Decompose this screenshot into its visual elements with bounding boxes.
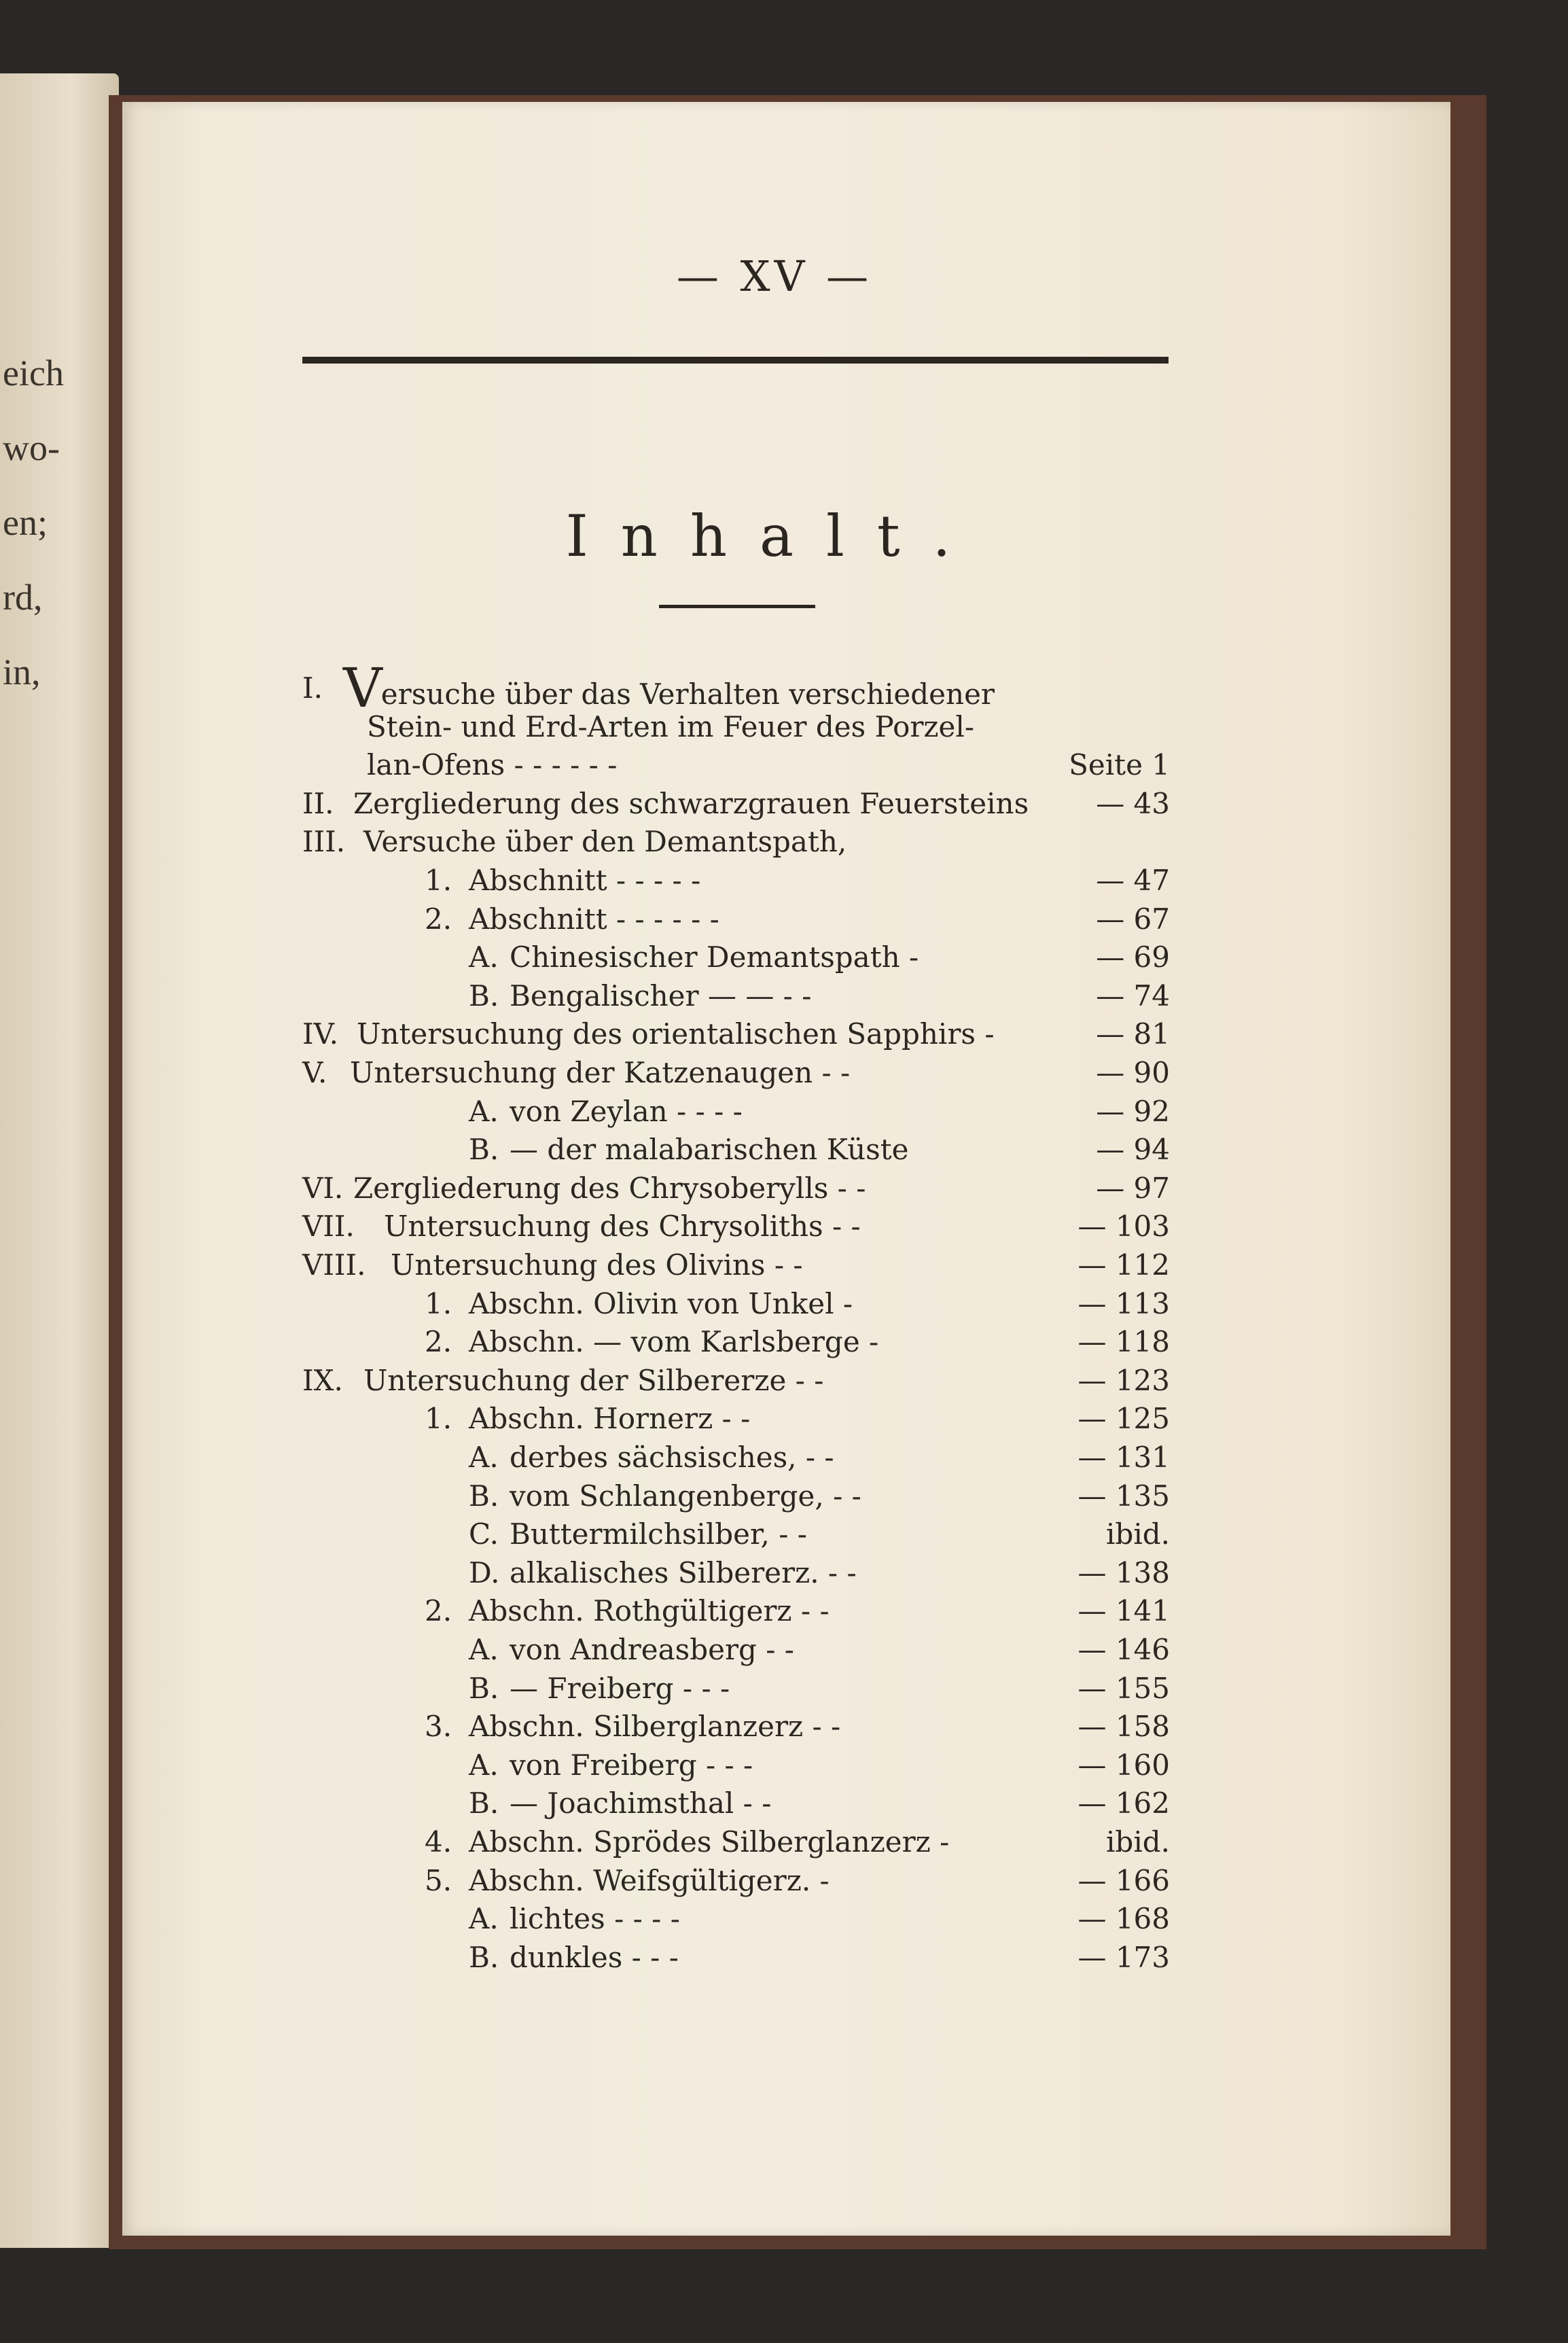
toc-entry-title: [510, 1670, 730, 1708]
toc-entry-page: — 168: [1077, 1902, 1170, 1936]
toc-entry-page: — 81: [1096, 1017, 1170, 1051]
toc-entry-text: Buttermilchsilber, - -: [510, 1517, 807, 1551]
toc-entry-page: — 141: [1077, 1594, 1170, 1628]
toc-entry-title: [350, 1054, 850, 1092]
toc-entry: [302, 900, 1170, 938]
toc-entry-number: V.: [302, 1056, 327, 1089]
toc-entry: [302, 1362, 1170, 1400]
toc-entry-page: — 173: [1077, 1940, 1170, 1974]
toc-entry-page: — 103: [1077, 1210, 1170, 1244]
toc-entry-number: A.: [469, 1748, 499, 1782]
toc-entry-number: 1.: [425, 1402, 452, 1436]
toc-entry-text: Bengalischer — — - -: [510, 979, 812, 1012]
toc-entry-text: — der malabarischen Küste: [510, 1133, 909, 1167]
toc-entry: [302, 1208, 1170, 1246]
toc-entry-number: A.: [469, 1441, 499, 1474]
toc-entry-page: ibid.: [1106, 1517, 1170, 1551]
toc-entry-title: [469, 1708, 840, 1746]
toc-entry-number: D.: [469, 1555, 500, 1589]
toc-entry-page: — 158: [1077, 1710, 1170, 1744]
toc-entry-text: Zergliederung des schwarzgrauen Feuersteins: [353, 786, 1029, 820]
left-page-fragment: eich: [3, 353, 64, 393]
toc-entry-page: — 67: [1096, 902, 1170, 936]
toc-entry-title: [357, 1015, 995, 1053]
left-page-fragment: wo-: [3, 427, 60, 468]
toc-entry-title: [353, 785, 1029, 823]
toc-entry-text: Versuche über den Demantspath,: [363, 825, 847, 859]
toc-entry-text: Zergliederung des Chrysoberylls - -: [353, 1171, 866, 1205]
toc-entry: [302, 656, 1170, 720]
toc-entry: [302, 1131, 1170, 1169]
toc-entry-number: A.: [469, 1902, 499, 1936]
toc-entry-text: Abschnitt - - - - -: [469, 864, 701, 897]
left-page-fragment: en;: [3, 502, 48, 543]
toc-entry: [302, 1323, 1170, 1361]
toc-entry: [302, 1939, 1170, 1977]
toc-entry-page: — 162: [1077, 1786, 1170, 1820]
toc-entry: [302, 1169, 1170, 1208]
toc-entry: [302, 977, 1170, 1015]
toc-entry-title: [469, 1323, 878, 1361]
toc-entry: [302, 746, 1170, 784]
header-rule: [302, 357, 1169, 364]
toc-entry-page: — 118: [1077, 1325, 1170, 1359]
toc-entry: [302, 1900, 1170, 1938]
toc-entry-text: vom Schlangenberge, - -: [510, 1479, 861, 1513]
toc-entry: [302, 1708, 1170, 1746]
toc-entry-text: von Andreasberg - -: [510, 1633, 794, 1666]
toc-entry-number: VIII.: [302, 1248, 366, 1282]
title-rule: [659, 605, 815, 608]
toc-entry-title: [469, 1823, 949, 1861]
toc-entry-number: 1.: [425, 864, 452, 897]
toc-entry-text: von Freiberg - - -: [510, 1748, 753, 1782]
left-page-edge: [0, 73, 119, 2248]
toc-entry: [302, 1246, 1170, 1284]
toc-entry: [302, 708, 1170, 746]
toc-entry-page: — 112: [1077, 1248, 1170, 1282]
toc-entry-page: — 138: [1077, 1555, 1170, 1589]
toc-entry-number: II.: [302, 786, 334, 820]
toc-entry-title: [391, 1246, 803, 1284]
toc-entry-title: [510, 1515, 807, 1553]
toc-entry: [302, 1784, 1170, 1822]
toc-entry-page: — 146: [1077, 1633, 1170, 1666]
toc-entry-page: — 69: [1096, 940, 1170, 974]
toc-entry: [302, 1054, 1170, 1092]
toc-entry-title: [469, 862, 700, 900]
toc-entry-page: Seite 1: [1069, 748, 1170, 782]
toc-entry-page: — 90: [1096, 1056, 1170, 1089]
toc-entry-number: 5.: [425, 1863, 452, 1897]
toc-entry-number: B.: [469, 1133, 499, 1167]
toc-entry-number: B.: [469, 1479, 499, 1513]
toc-entry-text: Abschn. Hornerz - -: [469, 1402, 751, 1436]
toc-entry-number: I.: [302, 671, 323, 705]
toc-entry-page: — 160: [1077, 1748, 1170, 1782]
toc-entry: [302, 1746, 1170, 1784]
toc-entry-text: Abschn. — vom Karlsberge -: [469, 1325, 879, 1359]
toc-entry-number: A.: [469, 940, 499, 974]
toc-entry-title: [510, 1784, 771, 1822]
toc-entry-number: A.: [469, 1094, 499, 1128]
toc-entry: [302, 1439, 1170, 1477]
toc-entry-title: [367, 708, 974, 746]
toc-entry-number: IX.: [302, 1363, 343, 1397]
toc-entry-text: — Joachimsthal - -: [510, 1786, 772, 1820]
toc-entry-text: von Zeylan - - - -: [510, 1094, 743, 1128]
toc-entry: [302, 1015, 1170, 1053]
toc-entry-number: B.: [469, 979, 499, 1012]
toc-entry-text: Abschn. Silberglanzerz - -: [469, 1710, 841, 1744]
toc-entry-number: A.: [469, 1633, 499, 1666]
toc-entry-number: VI.: [302, 1171, 344, 1205]
toc-entry-text: lan-Ofens - - - - - -: [367, 748, 618, 782]
toc-entry-page: — 166: [1077, 1863, 1170, 1897]
page-number-header: — XV —: [676, 251, 873, 301]
toc-entry-title: [510, 938, 919, 976]
toc-entry-title: [384, 1208, 861, 1246]
toc-entry: [302, 1400, 1170, 1438]
toc-entry-page: ibid.: [1106, 1825, 1170, 1858]
toc-entry-title: [510, 977, 811, 1015]
toc-entry-title: [510, 1477, 861, 1515]
toc-entry-number: VII.: [302, 1210, 355, 1244]
toc-entry-number: B.: [469, 1671, 499, 1705]
toc-entry-title: [510, 1131, 908, 1169]
toc-entry-title: [469, 1400, 750, 1438]
toc-entry-text: Abschnitt - - - - - -: [469, 902, 719, 936]
toc-entry-text: Untersuchung der Silbererze - -: [363, 1363, 824, 1397]
toc-entry: [302, 1670, 1170, 1708]
toc-entry-title: [469, 1592, 830, 1630]
toc-entry-text: Untersuchung des Olivins - -: [391, 1248, 803, 1282]
toc-entry-title: [510, 1093, 743, 1131]
toc-entry-number: 3.: [425, 1710, 452, 1744]
toc-entry-text: ersuche über das Verhalten verschiedener: [380, 677, 995, 711]
toc-entry-text: lichtes - - - -: [510, 1902, 680, 1936]
toc-entry-page: — 47: [1096, 864, 1170, 897]
toc-entry-number: III.: [302, 825, 346, 859]
toc-entry-page: — 155: [1077, 1671, 1170, 1705]
left-page-fragment: in,: [3, 652, 41, 692]
toc-entry: [302, 862, 1170, 900]
toc-entry-title: [510, 1939, 679, 1977]
toc-entry-number: 1.: [425, 1286, 452, 1320]
toc-entry: [302, 1862, 1170, 1900]
toc-entry-number: 2.: [425, 1594, 452, 1628]
toc-entry-page: — 113: [1077, 1286, 1170, 1320]
toc-entry-page: — 74: [1096, 979, 1170, 1012]
toc-entry-title: [510, 1554, 857, 1592]
toc-entry-text: Abschn. Rothgültigerz - -: [469, 1594, 830, 1628]
toc-entry-title: [510, 1439, 834, 1477]
toc-entry-title: [367, 746, 617, 784]
toc-entry-number: IV.: [302, 1017, 338, 1051]
toc-entry: [302, 1823, 1170, 1861]
toc-entry-title: [343, 656, 995, 720]
toc-entry-text: Chinesischer Demantspath -: [510, 940, 919, 974]
toc-entry-page: — 94: [1096, 1133, 1170, 1167]
toc-entry-text: Abschn. Olivin von Unkel -: [469, 1286, 853, 1320]
toc-entry-text: Untersuchung der Katzenaugen - -: [350, 1056, 851, 1089]
toc-entry-text: Abschn. Sprödes Silberglanzerz -: [469, 1825, 950, 1858]
toc-entry-page: — 125: [1077, 1402, 1170, 1436]
toc-entry-number: B.: [469, 1940, 499, 1974]
toc-entry: [302, 785, 1170, 823]
toc-entry-page: — 135: [1077, 1479, 1170, 1513]
toc-entry-title: [469, 1862, 830, 1900]
toc-entry-page: — 92: [1096, 1094, 1170, 1128]
toc-entry-page: — 97: [1096, 1171, 1170, 1205]
toc-entry-title: [363, 1362, 823, 1400]
toc-entry-number: 2.: [425, 1325, 452, 1359]
toc-entry: [302, 938, 1170, 976]
toc-entry-number: B.: [469, 1786, 499, 1820]
toc-entry-title: [510, 1746, 753, 1784]
toc-entry: [302, 1285, 1170, 1323]
toc-entry-number: 4.: [425, 1825, 452, 1858]
toc-entry-number: 2.: [425, 902, 452, 936]
toc-entry: [302, 1631, 1170, 1669]
toc-entry: [302, 1592, 1170, 1630]
page-title: Inhalt.: [565, 503, 984, 569]
toc-entry-title: [469, 900, 719, 938]
toc-entry-page: — 43: [1096, 786, 1170, 820]
toc-entry-text: Untersuchung des Chrysoliths - -: [384, 1210, 861, 1244]
toc-entry-page: — 123: [1077, 1363, 1170, 1397]
toc-entry-text: alkalisches Silbererz. - -: [510, 1555, 857, 1589]
toc-entry: [302, 1554, 1170, 1592]
toc-entry-title: [363, 823, 847, 861]
toc-entry-title: [469, 1285, 853, 1323]
toc-entry-text: Stein- und Erd-Arten im Feuer des Porzel-: [367, 709, 975, 743]
toc-entry: [302, 823, 1170, 861]
decorative-initial: V: [343, 656, 382, 720]
toc-entry: [302, 1093, 1170, 1131]
toc-entry-title: [510, 1900, 680, 1938]
toc-entry-page: — 131: [1077, 1441, 1170, 1474]
toc-entry: [302, 1477, 1170, 1515]
toc-entry-text: Abschn. Weifsgültigerz. -: [469, 1863, 830, 1897]
left-page-fragment: rd,: [3, 577, 43, 618]
toc-entry-text: Untersuchung des orientalischen Sapphirs -: [357, 1017, 995, 1051]
toc-entry-text: derbes sächsisches, - -: [510, 1441, 834, 1474]
toc-entry-title: [353, 1169, 866, 1208]
toc-entry-text: dunkles - - -: [510, 1940, 679, 1974]
toc-entry: [302, 1515, 1170, 1553]
toc-entry-text: — Freiberg - - -: [510, 1671, 730, 1705]
toc-entry-number: C.: [469, 1517, 499, 1551]
toc-entry-title: [510, 1631, 794, 1669]
